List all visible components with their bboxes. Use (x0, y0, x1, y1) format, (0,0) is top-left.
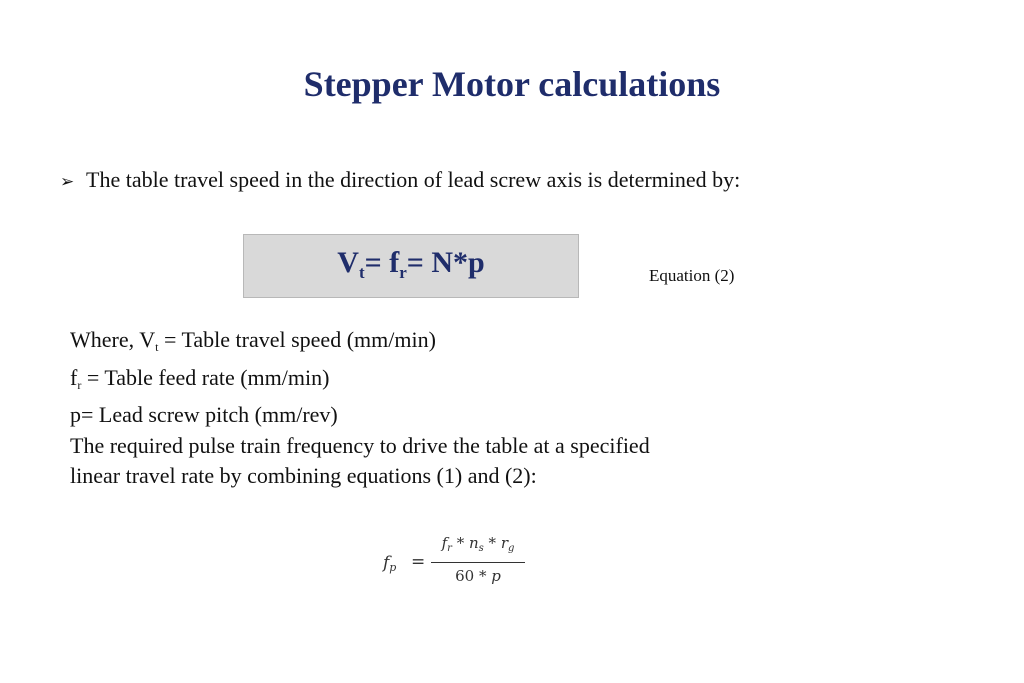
num-op-2: * (483, 534, 501, 552)
slide-title: Stepper Motor calculations (303, 64, 721, 104)
num-r-subscript: g (508, 543, 515, 554)
definition-p: p= Lead screw pitch (mm/rev) (70, 402, 338, 427)
num-n: n (468, 534, 479, 552)
def-fr-subscript: r (77, 377, 82, 392)
num-n-subscript: s (478, 543, 484, 554)
formula-lhs-subscript: p (389, 561, 397, 574)
num-f: f (441, 534, 448, 552)
formula-equals: = (411, 552, 426, 572)
num-r: r (500, 534, 508, 552)
def-vt-text: = Table travel speed (mm/min) (158, 327, 436, 352)
formula-denominator (431, 567, 525, 585)
definitions-block (70, 325, 650, 492)
formula-lhs-symbol: f (383, 553, 390, 573)
bullet-item (60, 166, 740, 196)
den-const: 60 * (455, 567, 492, 585)
def-vt-subscript: t (155, 340, 159, 354)
bullet-text: The table travel speed in the direction of lead screw axis is determined by: (86, 167, 741, 192)
eq-v-subscript: t (358, 263, 365, 282)
formula-lhs (383, 553, 396, 574)
num-op-1: * (451, 534, 469, 552)
eq-part-1: = f (364, 246, 400, 279)
def-fr-text: = Table feed rate (mm/min) (81, 364, 330, 390)
equation-box (243, 234, 579, 298)
definition-fr (70, 363, 650, 401)
formula-numerator (431, 534, 525, 554)
eq-part-2: = N*p (406, 246, 485, 279)
num-f-subscript: r (447, 543, 452, 554)
den-p: p (491, 567, 501, 585)
fraction-bar (431, 562, 525, 563)
arrow-bullet-icon: ➢ (60, 172, 75, 192)
equation-text (337, 246, 484, 290)
eq-f-subscript: r (399, 263, 407, 282)
def-fr-prefix: f (70, 364, 78, 390)
paragraph-line-2: linear travel rate by combining equations (1) and (2): (70, 463, 537, 488)
paragraph-line-1: The required pulse train frequency to drive the table at a specified (70, 432, 650, 458)
equation-label: Equation (2) (649, 266, 735, 285)
definition-vt (70, 325, 650, 363)
pulse-frequency-formula (383, 534, 533, 594)
def-vt-prefix: Where, V (70, 327, 156, 352)
eq-v: V (337, 246, 359, 279)
